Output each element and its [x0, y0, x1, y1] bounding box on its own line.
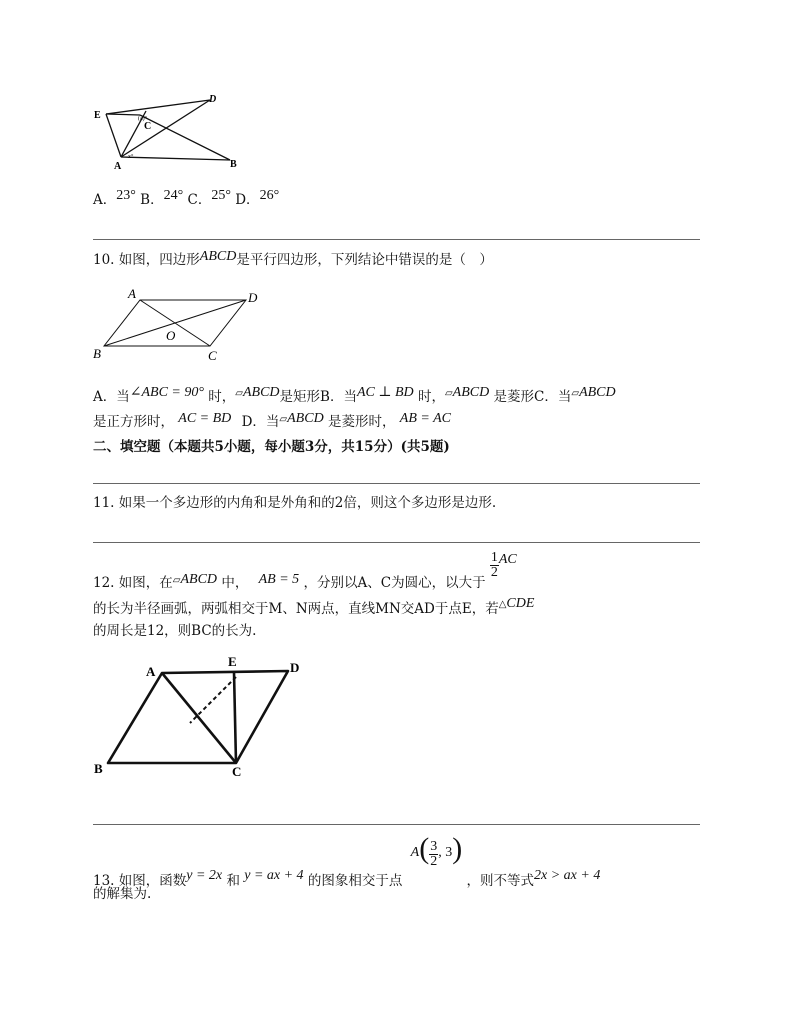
q10-opt-a-post: 时， [208, 389, 236, 405]
q9-option-d-value: 26° [259, 188, 280, 203]
q13-p2: 和 [226, 873, 240, 889]
q10-opt-d-label: D．当 [241, 414, 280, 430]
q13-p4: ，则不等式 [466, 873, 535, 889]
q13-p3: 的图象相交于点 [307, 873, 403, 889]
q10-opt-d-math2: AB = AC [399, 411, 451, 426]
section-heading: 二、填空题（本题共5小题，每小题3分，共15分）(共5题) [93, 439, 450, 455]
q10-opt-c-math2: AC = BD [178, 411, 232, 426]
q12-label-a: A [146, 664, 156, 679]
q10-opt-c-math: ABCD [579, 385, 616, 400]
q9-angle-label-2: x° [128, 154, 134, 160]
q9-options [93, 188, 279, 209]
q10-label-o: O [166, 328, 176, 343]
q10-opt-d-post: 是菱形时， [327, 414, 396, 430]
q10-opt-b-post2: 是菱形 [493, 389, 535, 405]
q9-angle-label-1: (a)° [138, 116, 148, 122]
q13-point-a: A [410, 845, 420, 860]
q13-fraction [429, 840, 438, 869]
q10-label-d: D [248, 290, 258, 305]
q11-text: 11. 如果一个多边形的内角和是外角和的2倍，则这个多边形是边形. [93, 495, 497, 511]
q12-label-e: E [228, 655, 237, 669]
q10-opt-d-math: ABCD [287, 411, 324, 426]
q12-label-c: C [232, 764, 242, 777]
q13-paren-left: ( [419, 832, 430, 865]
parallelogram-icon: ▱ [444, 388, 453, 399]
q12-p3: ，分别以A、C为圆心，以大于 [303, 575, 486, 591]
q10-opt-b-math2: ABCD [452, 385, 490, 400]
q9-label-c: C [144, 121, 152, 132]
q12-m4: CDE [506, 596, 535, 611]
q12-label-b: B [94, 761, 103, 776]
q12-p1: 12. 如图，在 [93, 575, 173, 591]
q12-m3: AC [498, 552, 517, 567]
q12-line1 [93, 550, 517, 593]
q13-m3: 2x > ax + 4 [534, 868, 601, 883]
q13-line1 [93, 832, 601, 889]
q12-p4: 的长为半径画弧，两弧相交于M、N两点，直线MN交AD于点E，若 [93, 601, 499, 617]
q10-opt-b-label: B．当 [320, 389, 357, 405]
q10-stem-pre: 10. 如图，四边形 [93, 252, 200, 268]
q12-fraction [490, 551, 499, 580]
q10-opt-b-math: AC ⊥ BD [356, 385, 414, 400]
q13-m2: y = ax + 4 [244, 868, 304, 883]
q10-label-b: B [93, 346, 101, 361]
q13-p1: 13. 如图，函数 [93, 873, 187, 889]
q12-frac-num: 1 [490, 550, 498, 565]
q10-opt-a-math: ∠ABC = 90° [129, 385, 204, 400]
q10-options-line1 [93, 385, 616, 406]
q12-figure [90, 655, 310, 777]
q10-opt-c-label: C．当 [534, 389, 572, 405]
q9-option-b-label: B． [140, 192, 164, 208]
q9-figure [90, 92, 250, 172]
q9-option-a-value: 23° [116, 188, 136, 203]
q10-stem-post: 是平行四边形，下列结论中错误的是（ ） [236, 252, 493, 268]
q10-opt-b-post: 时， [417, 389, 445, 405]
triangle-icon: △ [498, 599, 507, 610]
q13-paren-right: ) [452, 832, 463, 865]
q10-opt-a-math2: ABCD [242, 385, 280, 400]
q10-label-c: C [208, 348, 217, 363]
divider-4 [93, 824, 700, 825]
q10-label-a: A [128, 286, 136, 301]
divider-1 [93, 239, 700, 240]
q12-label-d: D [290, 660, 300, 675]
parallelogram-icon: ▱ [172, 575, 181, 586]
q10-options-line2 [93, 410, 451, 431]
q10-opt-a-post2: 是矩形 [279, 389, 321, 405]
q9-label-e: E [94, 110, 101, 121]
q9-option-c-value: 25° [211, 188, 231, 203]
q12-line2 [93, 597, 534, 618]
q13-m1: y = 2x [186, 868, 223, 883]
q9-label-a: A [114, 161, 122, 172]
parallelogram-icon: ▱ [279, 414, 288, 425]
q10-stem-math: ABCD [199, 249, 237, 264]
q12-line3: 的周长是12，则BC的长为. [93, 623, 257, 639]
q12-frac-den: 2 [490, 565, 498, 580]
divider-3 [93, 542, 700, 543]
parallelogram-icon: ▱ [571, 388, 580, 399]
q13-frac-num: 3 [430, 839, 438, 854]
q9-label-b: B [230, 159, 237, 170]
q12-m2: AB = 5 [258, 572, 300, 587]
q10-stem [93, 248, 493, 269]
q9-option-b-value: 24° [163, 188, 184, 203]
q10-opt-a-label: A．当 [93, 389, 130, 405]
q9-option-a-label: A． [93, 192, 117, 208]
parallelogram-icon: ▱ [235, 388, 243, 399]
q13-coord-y: , 3 [438, 845, 453, 860]
q13-line2: 的解集为. [93, 886, 152, 902]
q10-figure [88, 284, 268, 366]
divider-2 [93, 483, 700, 484]
q10-opt-c-post: 是正方形时， [93, 414, 174, 430]
q9-option-c-label: C． [187, 192, 212, 208]
q12-m1: ABCD [180, 572, 218, 587]
q9-label-d: D [209, 94, 217, 105]
q12-p2: 中， [221, 575, 249, 591]
q9-option-d-label: D． [235, 192, 260, 208]
q13-frac-den: 2 [430, 854, 438, 869]
